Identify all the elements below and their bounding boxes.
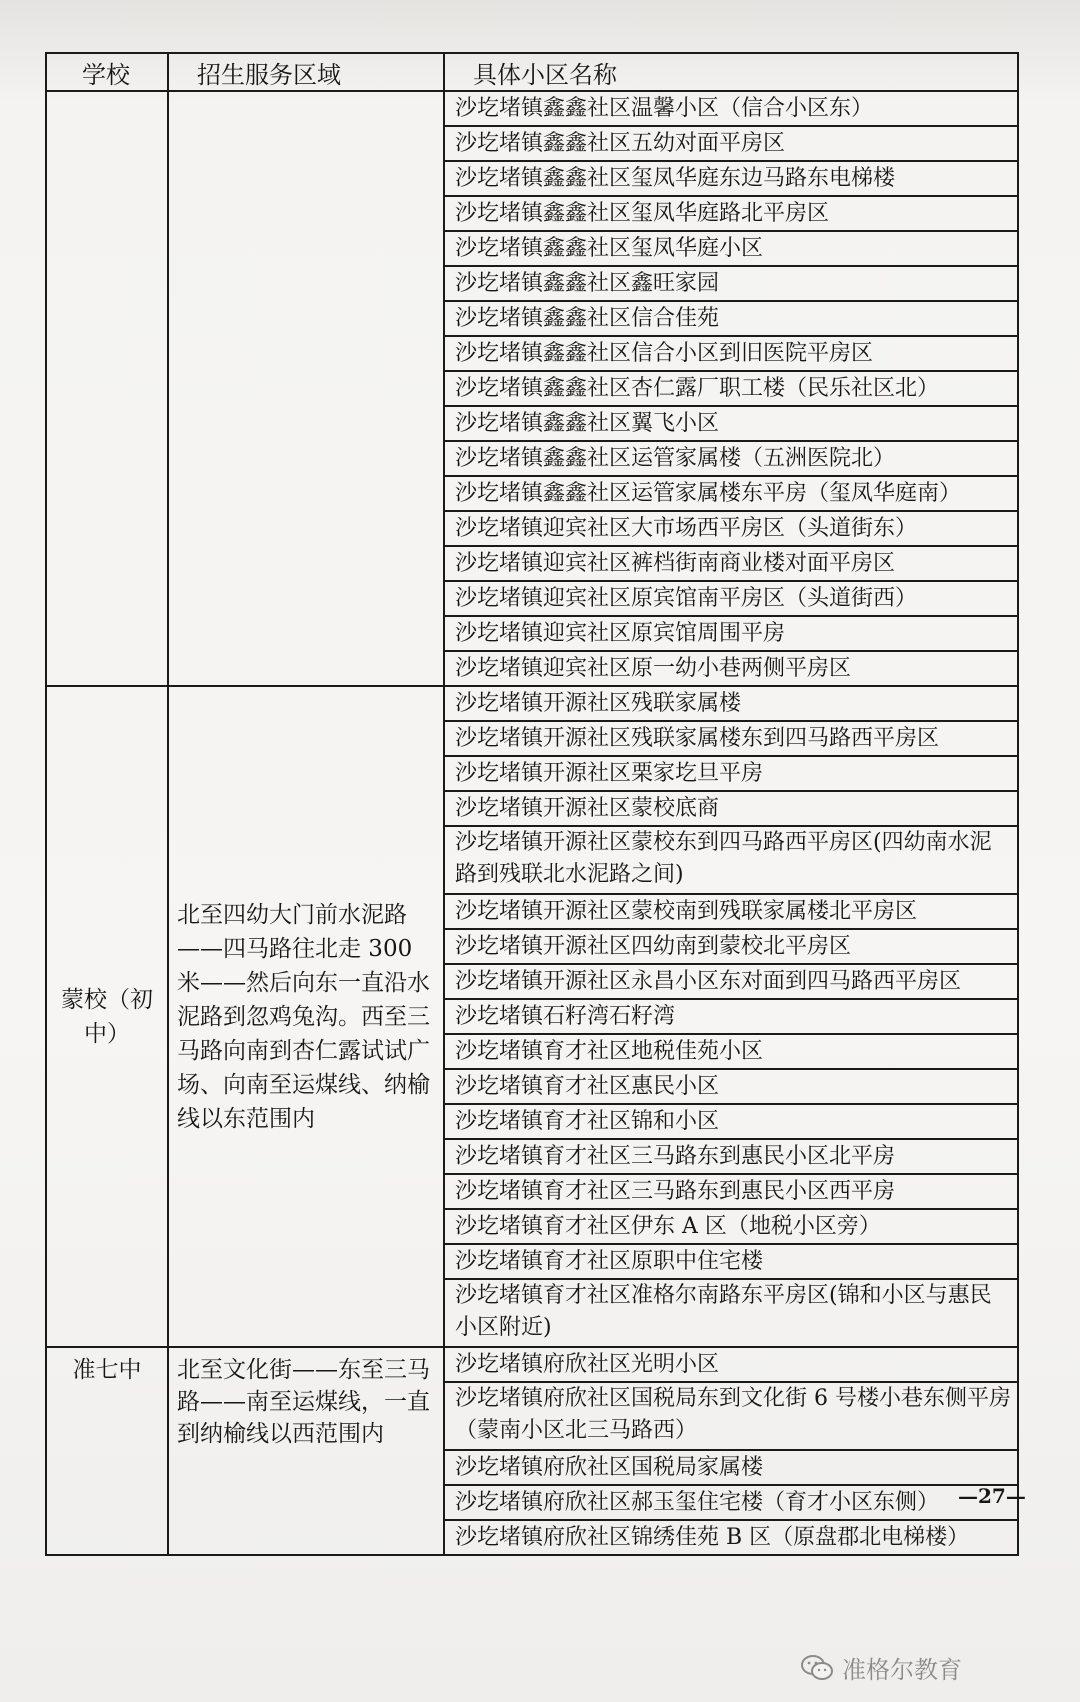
header-area: 招生服务区域	[168, 53, 444, 91]
community-cell: 沙圪堵镇育才社区原职中住宅楼	[444, 1244, 1018, 1279]
enrollment-table	[45, 52, 1019, 1556]
community-cell: 沙圪堵镇鑫鑫社区信合小区到旧医院平房区	[444, 336, 1018, 371]
community-cell: 沙圪堵镇鑫鑫社区温馨小区（信合小区东）	[444, 91, 1018, 126]
area-cell: 北至四幼大门前水泥路——四马路往北走 300 米——然后向东一直沿水泥路到忽鸡兔沟。西至三马路向南到杏仁露试试广场、向南至运煤线、纳榆线以东范围内	[168, 686, 444, 1347]
school-cell	[46, 91, 168, 686]
area-cell	[168, 91, 444, 686]
community-cell: 沙圪堵镇鑫鑫社区玺凤华庭路北平房区	[444, 196, 1018, 231]
area-cell: 北至文化街——东至三马路——南至运煤线，一直到纳榆线以西范围内	[168, 1347, 444, 1555]
community-cell: 沙圪堵镇育才社区锦和小区	[444, 1104, 1018, 1139]
community-cell: 沙圪堵镇鑫鑫社区杏仁露厂职工楼（民乐社区北）	[444, 371, 1018, 406]
community-cell: 沙圪堵镇府欣社区光明小区	[444, 1347, 1018, 1382]
community-cell: 沙圪堵镇府欣社区国税局家属楼	[444, 1450, 1018, 1485]
community-cell: 沙圪堵镇迎宾社区原一幼小巷两侧平房区	[444, 651, 1018, 686]
table-row	[46, 686, 1018, 721]
community-cell: 沙圪堵镇石籽湾石籽湾	[444, 999, 1018, 1034]
community-cell: 沙圪堵镇开源社区蒙校南到残联家属楼北平房区	[444, 894, 1018, 929]
community-cell: 沙圪堵镇鑫鑫社区玺凤华庭小区	[444, 231, 1018, 266]
community-cell: 沙圪堵镇开源社区残联家属楼东到四马路西平房区	[444, 721, 1018, 756]
community-cell: 沙圪堵镇府欣社区锦绣佳苑 B 区（原盘郡北电梯楼）	[444, 1520, 1018, 1555]
community-cell: 沙圪堵镇开源社区四幼南到蒙校北平房区	[444, 929, 1018, 964]
community-cell: 沙圪堵镇育才社区伊东 A 区（地税小区旁）	[444, 1209, 1018, 1244]
school-cell: 蒙校（初中）	[46, 686, 168, 1347]
community-cell: 沙圪堵镇迎宾社区裤档街南商业楼对面平房区	[444, 546, 1018, 581]
community-cell: 沙圪堵镇迎宾社区原宾馆南平房区（头道街西）	[444, 581, 1018, 616]
table-row	[46, 91, 1018, 126]
community-cell: 沙圪堵镇育才社区三马路东到惠民小区西平房	[444, 1174, 1018, 1209]
community-cell: 沙圪堵镇育才社区三马路东到惠民小区北平房	[444, 1139, 1018, 1174]
header-row	[46, 53, 1018, 91]
community-cell: 沙圪堵镇开源社区栗家圪旦平房	[444, 756, 1018, 791]
community-cell: 沙圪堵镇开源社区蒙校底商	[444, 791, 1018, 826]
community-cell: 沙圪堵镇开源社区残联家属楼	[444, 686, 1018, 721]
page-number: —27—	[958, 1484, 1026, 1508]
community-cell: 沙圪堵镇育才社区惠民小区	[444, 1069, 1018, 1104]
wechat-icon	[800, 1654, 834, 1682]
header-community: 具体小区名称	[444, 53, 1018, 91]
watermark-text: 准格尔教育	[842, 1656, 962, 1684]
community-cell: 沙圪堵镇鑫鑫社区五幼对面平房区	[444, 126, 1018, 161]
community-cell: 沙圪堵镇开源社区蒙校东到四马路西平房区(四幼南水泥路到残联北水泥路之间)	[444, 826, 1018, 894]
community-cell: 沙圪堵镇鑫鑫社区鑫旺家园	[444, 266, 1018, 301]
table-row	[46, 1347, 1018, 1382]
community-cell: 沙圪堵镇鑫鑫社区运管家属楼东平房（玺凤华庭南）	[444, 476, 1018, 511]
community-cell: 沙圪堵镇鑫鑫社区玺凤华庭东边马路东电梯楼	[444, 161, 1018, 196]
school-cell: 准七中	[46, 1347, 168, 1555]
header-school: 学校	[46, 53, 168, 91]
community-cell: 沙圪堵镇育才社区地税佳苑小区	[444, 1034, 1018, 1069]
community-cell: 沙圪堵镇鑫鑫社区信合佳苑	[444, 301, 1018, 336]
community-cell: 沙圪堵镇开源社区永昌小区东对面到四马路西平房区	[444, 964, 1018, 999]
community-cell: 沙圪堵镇迎宾社区大市场西平房区（头道街东）	[444, 511, 1018, 546]
community-cell: 沙圪堵镇府欣社区郝玉玺住宅楼（育才小区东侧）	[444, 1485, 1018, 1520]
community-cell: 沙圪堵镇迎宾社区原宾馆周围平房	[444, 616, 1018, 651]
community-cell: 沙圪堵镇府欣社区国税局东到文化街 6 号楼小巷东侧平房（蒙南小区北三马路西）	[444, 1382, 1018, 1450]
community-cell: 沙圪堵镇育才社区准格尔南路东平房区(锦和小区与惠民小区附近)	[444, 1279, 1018, 1347]
community-cell: 沙圪堵镇鑫鑫社区翼飞小区	[444, 406, 1018, 441]
watermark	[800, 1650, 962, 1685]
community-cell: 沙圪堵镇鑫鑫社区运管家属楼（五洲医院北）	[444, 441, 1018, 476]
